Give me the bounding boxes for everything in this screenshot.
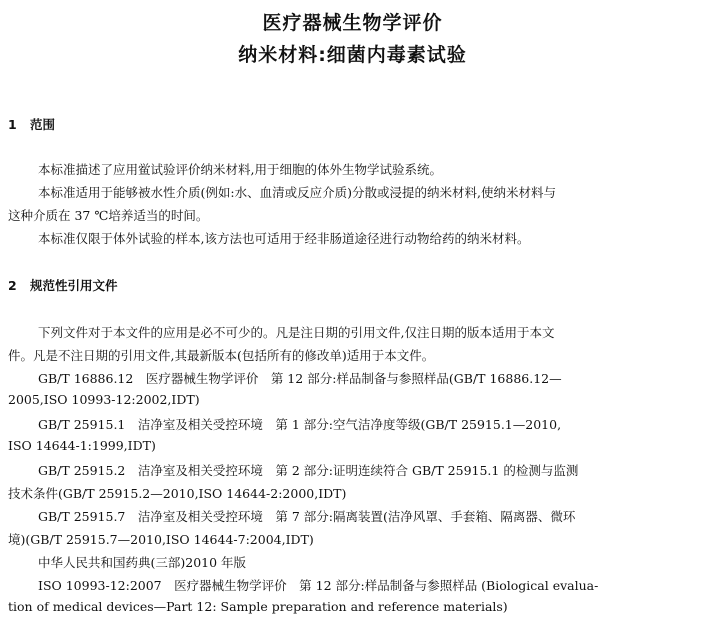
document-title-line1: 医疗器械生物学评价 [262,12,443,34]
paragraph-line: 件。凡是不注日期的引用文件,其最新版本(包括所有的修改单)适用于本文件。 [8,348,435,363]
section-number: 1 [8,117,17,132]
paragraph-line: 本标准适用于能够被水性介质(例如:水、血清或反应介质)分散或浸提的纳米材料,使纳米材料与 [38,185,556,200]
reference-entry: GB/T 25915.1 洁净室及相关受控环境 第 1 部分:空气洁净度等级(GB/T 25915.1—2010, [38,417,562,432]
section-title: 范围 [30,117,56,132]
paragraph-line: 下列文件对于本文件的应用是必不可少的。凡是注日期的引用文件,仅注日期的版本适用于本文 [38,325,555,340]
reference-entry: GB/T 25915.2 洁净室及相关受控环境 第 2 部分:证明连续符合 GB/T 25915.1 的检测与监测 [38,463,579,478]
reference-entry-cont: 境)(GB/T 25915.7—2010,ISO 14644-7:2004,IDT) [8,532,314,547]
reference-entry: GB/T 25915.7 洁净室及相关受控环境 第 7 部分:隔离装置(洁净风罩、手套箱、隔离器、微环 [38,509,576,524]
reference-entry-cont: tion of medical devices—Part 12: Sample preparation and reference materials) [8,599,508,614]
section-1-heading [8,115,55,133]
paragraph-line: 本标准仅限于体外试验的样本,该方法也可适用于经非肠道途径进行动物给药的纳米材料。 [38,231,530,246]
section-title: 规范性引用文件 [30,278,118,293]
document-title-line2: 纳米材料:细菌内毒素试验 [238,44,467,66]
reference-entry: 中华人民共和国药典(三部)2010 年版 [38,555,247,570]
reference-entry-cont: ISO 14644-1:1999,IDT) [8,438,156,453]
reference-entry: GB/T 16886.12 医疗器械生物学评价 第 12 部分:样品制备与参照样品(GB/T 16886.12— [38,371,562,386]
section-2-heading [8,276,118,294]
reference-entry-cont: 技术条件(GB/T 25915.2—2010,ISO 14644-2:2000,IDT) [8,486,347,501]
section-number: 2 [8,278,17,293]
reference-entry-cont: 2005,ISO 10993-12:2002,IDT) [8,392,200,407]
reference-entry: ISO 10993-12:2007 医疗器械生物学评价 第 12 部分:样品制备与参照样品 (Biological evalua- [38,578,599,593]
paragraph-line: 这种介质在 37 ℃培养适当的时间。 [8,208,209,223]
paragraph-line: 本标准描述了应用鲎试验评价纳米材料,用于细胞的体外生物学试验系统。 [38,162,442,177]
